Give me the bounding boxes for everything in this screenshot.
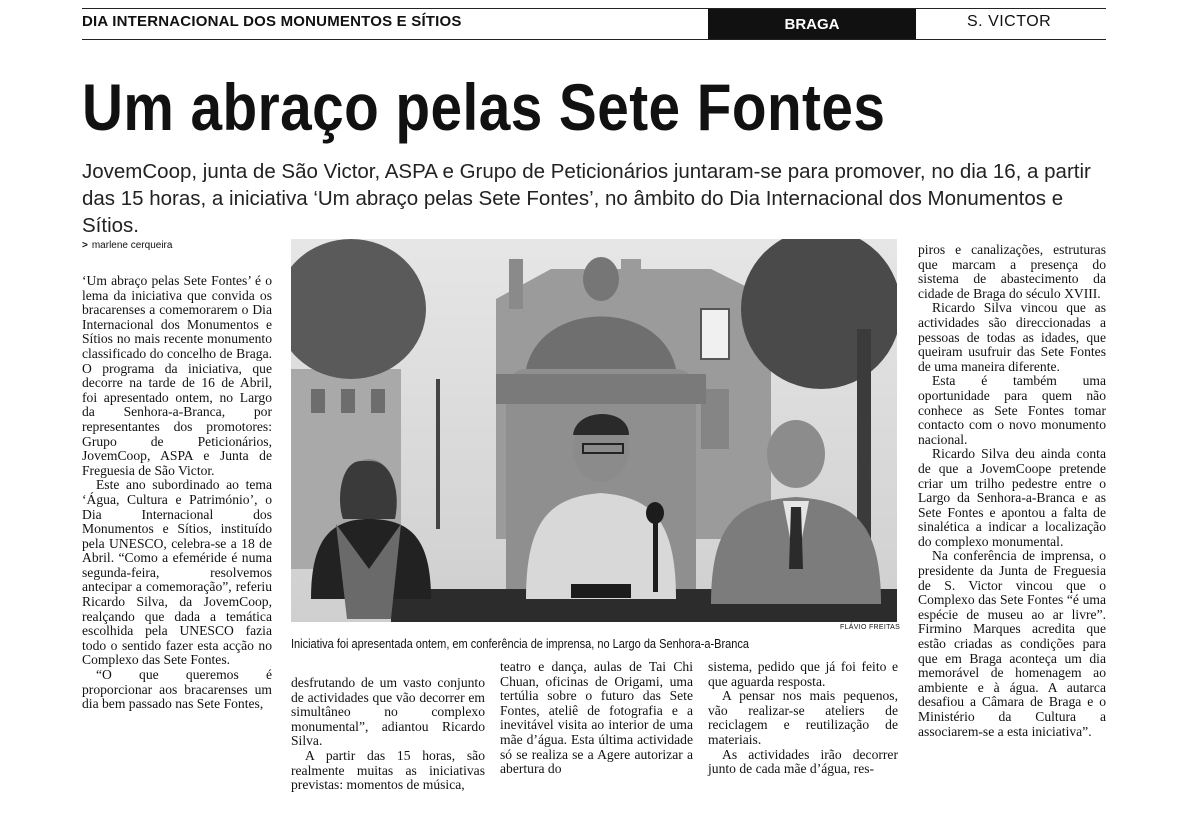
article-headline: Um abraço pelas Sete Fontes: [82, 70, 886, 144]
paragraph: Ricardo Silva vincou que as actividades são direccionadas a pessoas de todas as idades, que queiram usufruir das Sete Fontes de uma maneira diferente.: [918, 300, 1106, 374]
section-header-bar: [82, 8, 1106, 40]
article-column-2: [291, 676, 485, 793]
article-column-3: [500, 660, 693, 777]
paragraph: Ricardo Silva deu ainda conta de que a JovemCoope pretende criar um trilho pedestre entre o Largo da Senhora-a-Branca e as Sete Fontes e apontou a falta de sinalética a indicar a localização do complexo monumental.: [918, 446, 1106, 549]
paragraph: Este ano subordinado ao tema ‘Água, Cultura e Património’, o Dia Internacional dos Monumentos e Sítios, instituído pela UNESCO, celebra-se a 18 de Abril. “Como a efeméride é numa segunda-feira, resolvemos antecipar a comemoração”, referiu Ricardo Silva, da JovemCoop, realçando que dada a temática escolhida pela UNESCO fazia todo o sentido fazer esta acção no Complexo das Sete Fontes.: [82, 477, 272, 668]
paragraph: teatro e dança, aulas de Tai Chi Chuan, oficinas de Origami, uma tertúlia sobre o futuro das Sete Fontes, ateliê de fotografia e a inevitável visita ao interior de uma mãe d’água. Esta última actividade só se realiza se a Agere autorizar a abertura do: [500, 659, 693, 777]
paragraph: sistema, pedido que já foi feito e que aguarda resposta.: [708, 659, 898, 689]
section-label: DIA INTERNACIONAL DOS MONUMENTOS E SÍTIOS: [82, 13, 462, 30]
paragraph: A partir das 15 horas, são realmente muitas as iniciativas previstas: momentos de música,: [291, 747, 485, 793]
parish-tag: S. VICTOR: [967, 13, 1052, 30]
paragraph: Na conferência de imprensa, o presidente da Junta de Freguesia de S. Victor vincou que o Complexo das Sete Fontes “é uma espécie de museu ao ar livre”. Firmino Marques acredita que estão criadas as condições para que em Braga aconteça um dia memorável de homenagem ao ambiente e à água. A autarca desafiou a Câmara de Braga e o Ministério da Cultura a associarem-se a esta iniciativa”.: [918, 548, 1106, 739]
article-lead: JovemCoop, junta de São Victor, ASPA e Grupo de Peticionários juntaram-se para promover, no dia 16, a partir das 15 horas, a iniciativa ‘Um abraço pelas Sete Fontes’, no âmbito do Dia Internacional dos Monumentos e Sítios.: [82, 160, 1091, 237]
paragraph: Esta é também uma oportunidade para quem não conhece as Sete Fontes tomar contacto com o novo monumento nacional.: [918, 373, 1106, 447]
press-conference-photo: [291, 239, 897, 622]
paragraph: As actividades irão decorrer junto de cada mãe d’água, res-: [708, 746, 898, 777]
paragraph: piros e canalizações, estruturas que marcam a presença do sistema de abastecimento da cidade de Braga do século XVIII.: [918, 242, 1106, 301]
paragraph: desfrutando de um vasto conjunto de actividades que vão decorrer em simultâneo no complexo monumental”, adiantou Ricardo Silva.: [291, 675, 485, 749]
article-column-4: [708, 660, 898, 777]
city-tag: BRAGA: [708, 9, 916, 39]
byline: [82, 240, 172, 251]
photo-credit: FLÁVIO FREITAS: [840, 624, 901, 631]
photo-caption: Iniciativa foi apresentada ontem, em conferência de imprensa, no Largo da Senhora-a-Branca: [291, 637, 749, 651]
article-column-5: [918, 243, 1106, 739]
paragraph: ‘Um abraço pelas Sete Fontes’ é o lema da iniciativa que convida os bracarenses a comemorarem o Dia Internacional dos Monumentos e Sítios no mais recente monumento classificado do concelho de Braga. O programa da iniciativa, que decorre na tarde de 16 de Abril, foi apresentado ontem, no Largo da Senhora-a-Branca, por representantes dos promotores: Grupo de Peticionários, JovemCoop, ASPA e Junta de Freguesia de São Victor.: [82, 273, 272, 478]
paragraph: “O que queremos é proporcionar aos bracarenses um dia bem passado nas Sete Fontes,: [82, 667, 272, 712]
byline-author: marlene cerqueira: [91, 240, 173, 251]
byline-arrow-icon: >: [82, 240, 88, 251]
article-column-1: [82, 274, 272, 712]
paragraph: A pensar nos mais pequenos, vão realizar-se ateliers de reciclagem e reutilização de materiais.: [708, 688, 898, 747]
